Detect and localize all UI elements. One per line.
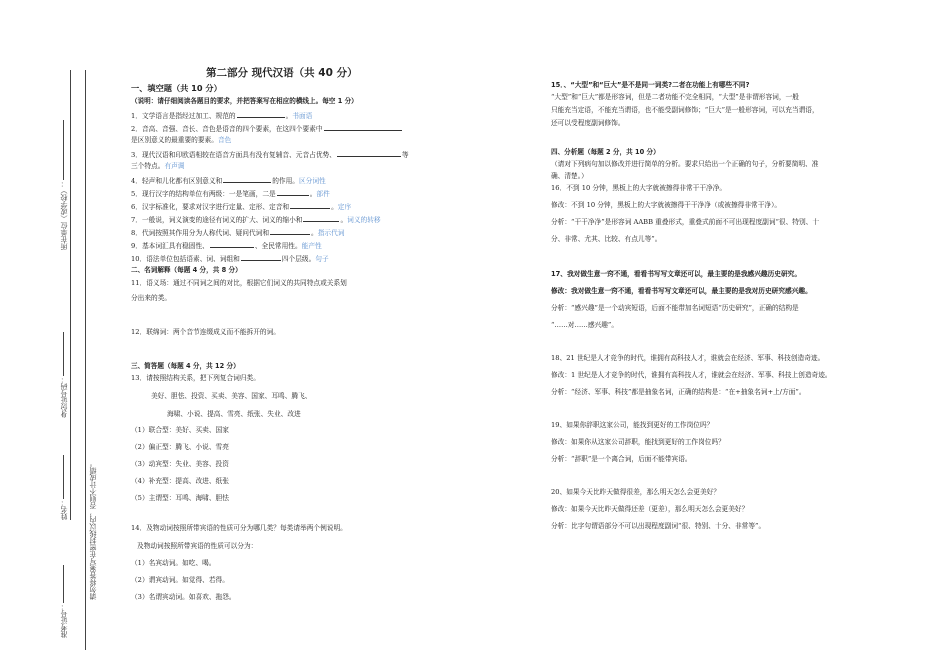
question-15-answer-3: 还可以受程度副词修饰。 <box>551 119 625 127</box>
question-15-answer-1: “大型”和“巨大”都是形容词，但是二者功能不完全相同，“大型”是非谓形容词，一般 <box>551 93 799 101</box>
question-13-answer-5: （5）主谓型：耳鸣、海啸、胆怯 <box>131 494 229 502</box>
question-8: 8．代词按照其作用分为人称代词、疑问代词和 。指示代词 <box>131 229 345 237</box>
question-14: 14．及物动词按照所带宾语的性质可分为哪几类？每类请举两个例说明。 <box>131 524 347 532</box>
section-title: 第二部分 现代汉语（共 40 分） <box>206 67 358 79</box>
examno-field: 准考证号： <box>60 565 69 638</box>
question-17-fix: 修改：我对做生意一窍不通，看看书写写文章还可以，最主要的是我对历史研究感兴趣。 <box>551 287 812 295</box>
question-13-answer-4: （4）补充型：提高、改进、纸张 <box>131 477 229 485</box>
question-16-fix: 修改：不到 10 分钟，黑板上的大字就被擦得干干净净（或被擦得非常干净）。 <box>551 201 782 209</box>
name-field: 姓名： <box>60 455 69 520</box>
question-20: 20、如果今天比昨天做得很差，那么明天怎么会更美好？ <box>551 488 721 496</box>
question-2: 2．音高、音强、音长、音色是语音的四个要素，在这四个要素中 <box>131 123 403 134</box>
section-short-heading: 三、简答题（每题 4 分，共 12 分） <box>131 362 240 370</box>
question-7: 7．一般说，词义演变的途径有词义的扩大、词义的缩小和 。词义的转移 <box>131 216 381 224</box>
question-14-answer-3: （3）名谓宾动词。如喜欢、拖怨。 <box>131 593 236 601</box>
question-18: 18、21 世纪是人才竞争的时代，谁拥有高科技人才，谁就会在经济、军事、科技创造奇迹。 <box>551 354 825 362</box>
question-13-answer-1: （1）联合型：美好、买卖、国家 <box>131 426 229 434</box>
question-5: 5．现行汉字的结构单位有两级：一是笔画，二是 。部件 <box>131 190 330 198</box>
question-14-answer-1: （1）名宾动词。如吃、喝。 <box>131 559 216 567</box>
question-17-analysis: 分析：“感兴趣”是一个动宾短语，后面不能带加名词短语“历史研究”，正确的结构是 <box>551 304 799 312</box>
question-14-intro: 及物动词按照所带宾语的性质可以分为： <box>137 542 258 550</box>
answer-4: 区分词性 <box>298 177 326 185</box>
section-analysis-note-cont: 确、清楚。） <box>551 172 588 180</box>
answer-9: 能产性 <box>301 242 322 250</box>
question-13: 13．请按照结构关系，把下列复合词归类。 <box>131 374 260 382</box>
question-16-analysis: 分析：“干干净净”是形容词 AABB 重叠形式，重叠式前面不可出现程度副词“很、特别、十 <box>551 218 820 226</box>
question-13-words-2: 海啸、小说、提高、雪亮、纸张、失业、改进 <box>167 410 301 418</box>
seal-line-inner <box>85 70 86 650</box>
section-fill-heading: 一、填空题（共 10 分） <box>131 83 222 93</box>
section-analysis-heading: 四、分析题（每题 2 分，共 10 分） <box>551 148 660 156</box>
answer-8: 指示代词 <box>317 229 345 237</box>
question-17: 17、我对做生意一窍不通，看看书写写文章还可以，最主要的是我感兴趣历史研究。 <box>551 270 802 278</box>
question-20-fix: 修改：如果今天比昨天做得还差（更差），那么明天怎么会更美好？ <box>551 505 749 513</box>
question-12: 12．联绵词：两个音节连缀成义而不能拆开的词。 <box>131 328 280 336</box>
question-13-answer-3: （3）动宾型：失业、美容、投资 <box>131 460 229 468</box>
question-6: 6．汉字标准化，要求对汉字进行定量、定形、定音和 。定序 <box>131 203 352 211</box>
question-18-analysis: 分析：“经济、军事、科技”都是抽象名词，正确的结构是：“在+抽象名词+上/方面”。 <box>551 388 806 396</box>
question-11: 11．语义场：通过不同词之间的对比，根据它们词义的共同特点或关系划 <box>131 279 347 287</box>
question-18-fix: 修改：1 世纪是人才竞争的时代，谁拥有高科技人才，谁就会在经济、军事、科技上创造奇迹。 <box>551 371 832 379</box>
question-19-analysis: 分析：“辞职”是一个离合词，后面不能带宾语。 <box>551 455 692 463</box>
question-15: 15．、“大型”和“巨大”是不是同一词类?二者在功能上有哪些不同? <box>551 81 750 89</box>
answer-3: 有声调 <box>164 162 185 170</box>
answer-7: 词义的转移 <box>347 216 381 224</box>
question-13-words-1: 美好、胆怯、投资、买卖、美容、国家、耳鸣、腾飞、 <box>151 392 312 400</box>
binding-margin <box>0 0 112 672</box>
question-15-answer-2: 只能充当定语，不能充当谓语，也不能受副词修饰；“巨大”是一般形容词，可以充当谓语， <box>551 106 819 114</box>
question-4: 4．轻声和儿化都有区别意义和 的作用。区分词性 <box>131 177 326 185</box>
question-16-analysis-cont: 分、非常、尤其、比较、有点儿等”。 <box>551 235 662 243</box>
question-14-answer-2: （2）谓宾动词。如觉得、若得。 <box>131 576 229 584</box>
question-17-analysis-cont: “……对……感兴趣”。 <box>551 321 619 329</box>
answer-5: 部件 <box>316 190 330 198</box>
question-1: 1．文学语言是指经过加工、规范的 。书面语 <box>131 112 313 120</box>
question-13-answer-2: （2）偏正型：腾飞、小说、雪亮 <box>131 443 229 451</box>
answer-6: 定序 <box>337 203 352 211</box>
school-field: 所在单位（或学校）： <box>60 120 69 250</box>
section-analysis-note: （请对下列病句加以修改并进行简单的分析。要求只给出一个正确的句子，分析要简明、准 <box>551 160 819 168</box>
section-fill-note: （说明：请仔细阅读各题目的要求，并把答案写在相应的横线上。每空 1 分） <box>131 97 358 105</box>
seal-notice: 请勿将答案写在密封线以内，否则不计成绩。 <box>89 460 97 600</box>
question-19: 19、如果你辞职这家公司，能找到更好的工作岗位吗？ <box>551 421 714 429</box>
section-terms-heading: 二、名词解释（每题 4 分，共 8 分） <box>131 266 242 274</box>
question-16: 16．不到 10 分钟，黑板上的大字就被擦得非常干干净净。 <box>551 184 727 192</box>
question-3: 3．现代汉语和印欧语相较在语音方面具有没有复辅音、元音占优势、 等 <box>131 151 409 159</box>
question-3-cont: 三个特点。有声调 <box>131 162 185 170</box>
answer-10: 句子 <box>315 255 329 263</box>
question-19-fix: 修改：如果你从这家公司辞职，能找到更好的工作岗位吗？ <box>551 438 725 446</box>
question-10: 10．语法单位包括语素、词、词组和 四个层级。句子 <box>131 255 329 263</box>
seal-line <box>70 70 71 520</box>
answer-2: 音色 <box>217 136 232 144</box>
answer-1: 书面语 <box>292 112 313 120</box>
question-11-cont: 分出来的类。 <box>131 294 172 302</box>
question-9: 9．基本词汇具有稳固性、 、全民常用性。能产性 <box>131 242 322 250</box>
question-20-analysis: 分析：比字句谓语部分不可以出现程度副词“很、特别、十分、非常等”。 <box>551 522 766 530</box>
idcard-field: 身份证号码： <box>60 332 69 418</box>
question-2-cont: 是区别意义的最重要的要素。音色 <box>131 136 232 144</box>
